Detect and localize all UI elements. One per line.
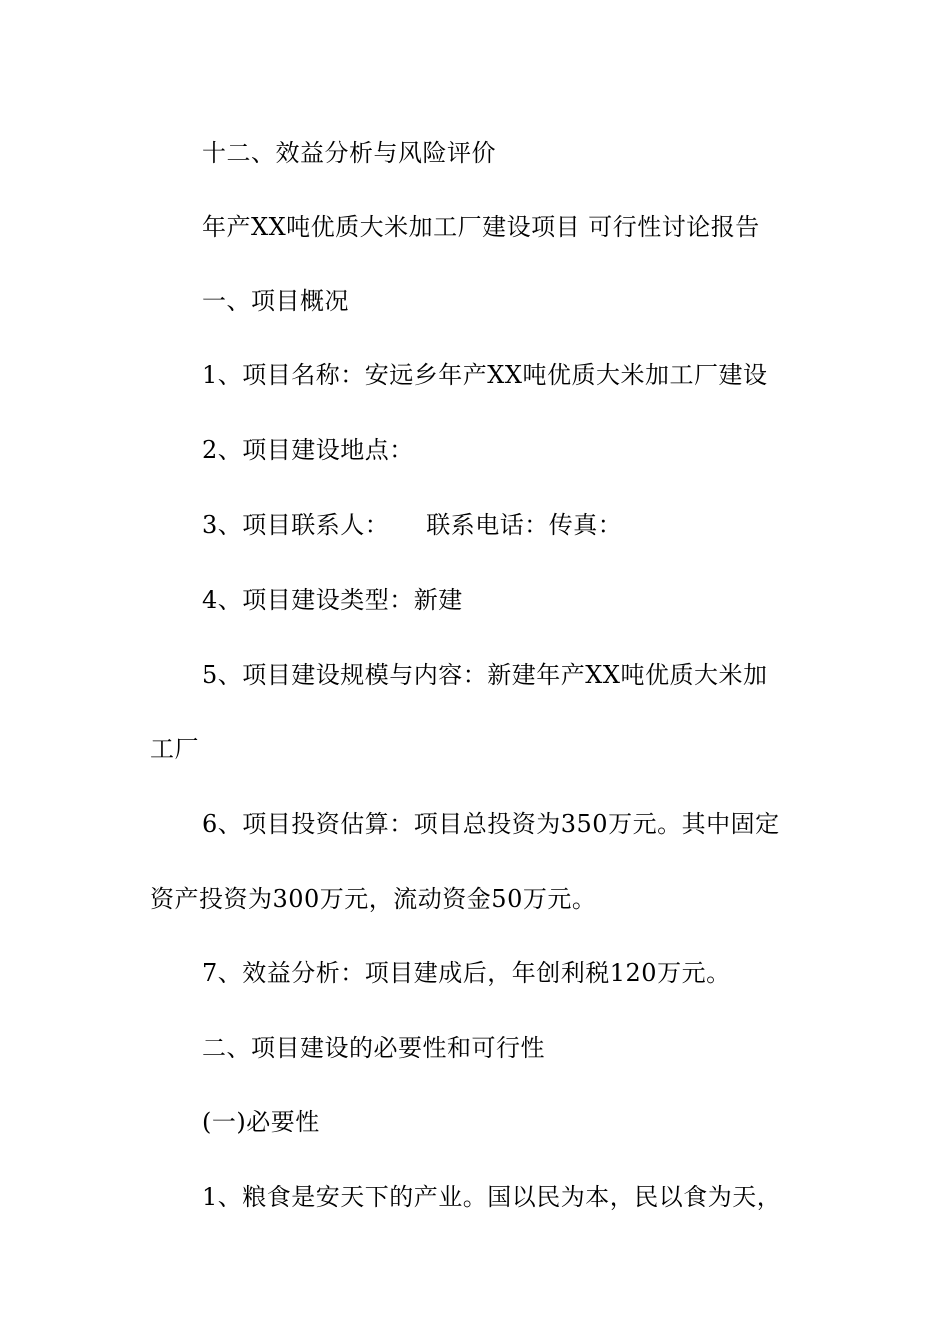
paragraph-project-contact: 3、项目联系人： 联系电话：传真： xyxy=(202,511,623,539)
paragraph-benefit-analysis: 7、效益分析：项目建成后，年创利税120万元。 xyxy=(202,959,731,987)
section-heading-overview: 一、项目概况 xyxy=(202,287,349,315)
paragraph-project-type: 4、项目建设类型：新建 xyxy=(202,586,463,614)
paragraph-investment-estimate-continued: 资产投资为300万元，流动资金50万元。 xyxy=(150,885,597,913)
paragraph-grain-industry: 1、粮食是安天下的产业。国以民为本，民以食为天， xyxy=(202,1183,782,1211)
paragraph-project-scale: 5、项目建设规模与内容：新建年产XX吨优质大米加 xyxy=(202,661,768,689)
paragraph-project-scale-continued: 工厂 xyxy=(150,735,199,763)
report-title: 年产XX吨优质大米加工厂建设项目 可行性讨论报告 xyxy=(202,213,760,241)
paragraph-project-name: 1、项目名称：安远乡年产XX吨优质大米加工厂建设 xyxy=(202,361,768,389)
section-heading-necessity-feasibility: 二、项目建设的必要性和可行性 xyxy=(202,1034,545,1062)
subsection-heading-necessity: (一)必要性 xyxy=(202,1108,320,1136)
section-heading-benefit-risk: 十二、效益分析与风险评价 xyxy=(202,139,496,167)
paragraph-investment-estimate: 6、项目投资估算：项目总投资为350万元。其中固定 xyxy=(202,810,780,838)
paragraph-project-location: 2、项目建设地点： xyxy=(202,436,414,464)
